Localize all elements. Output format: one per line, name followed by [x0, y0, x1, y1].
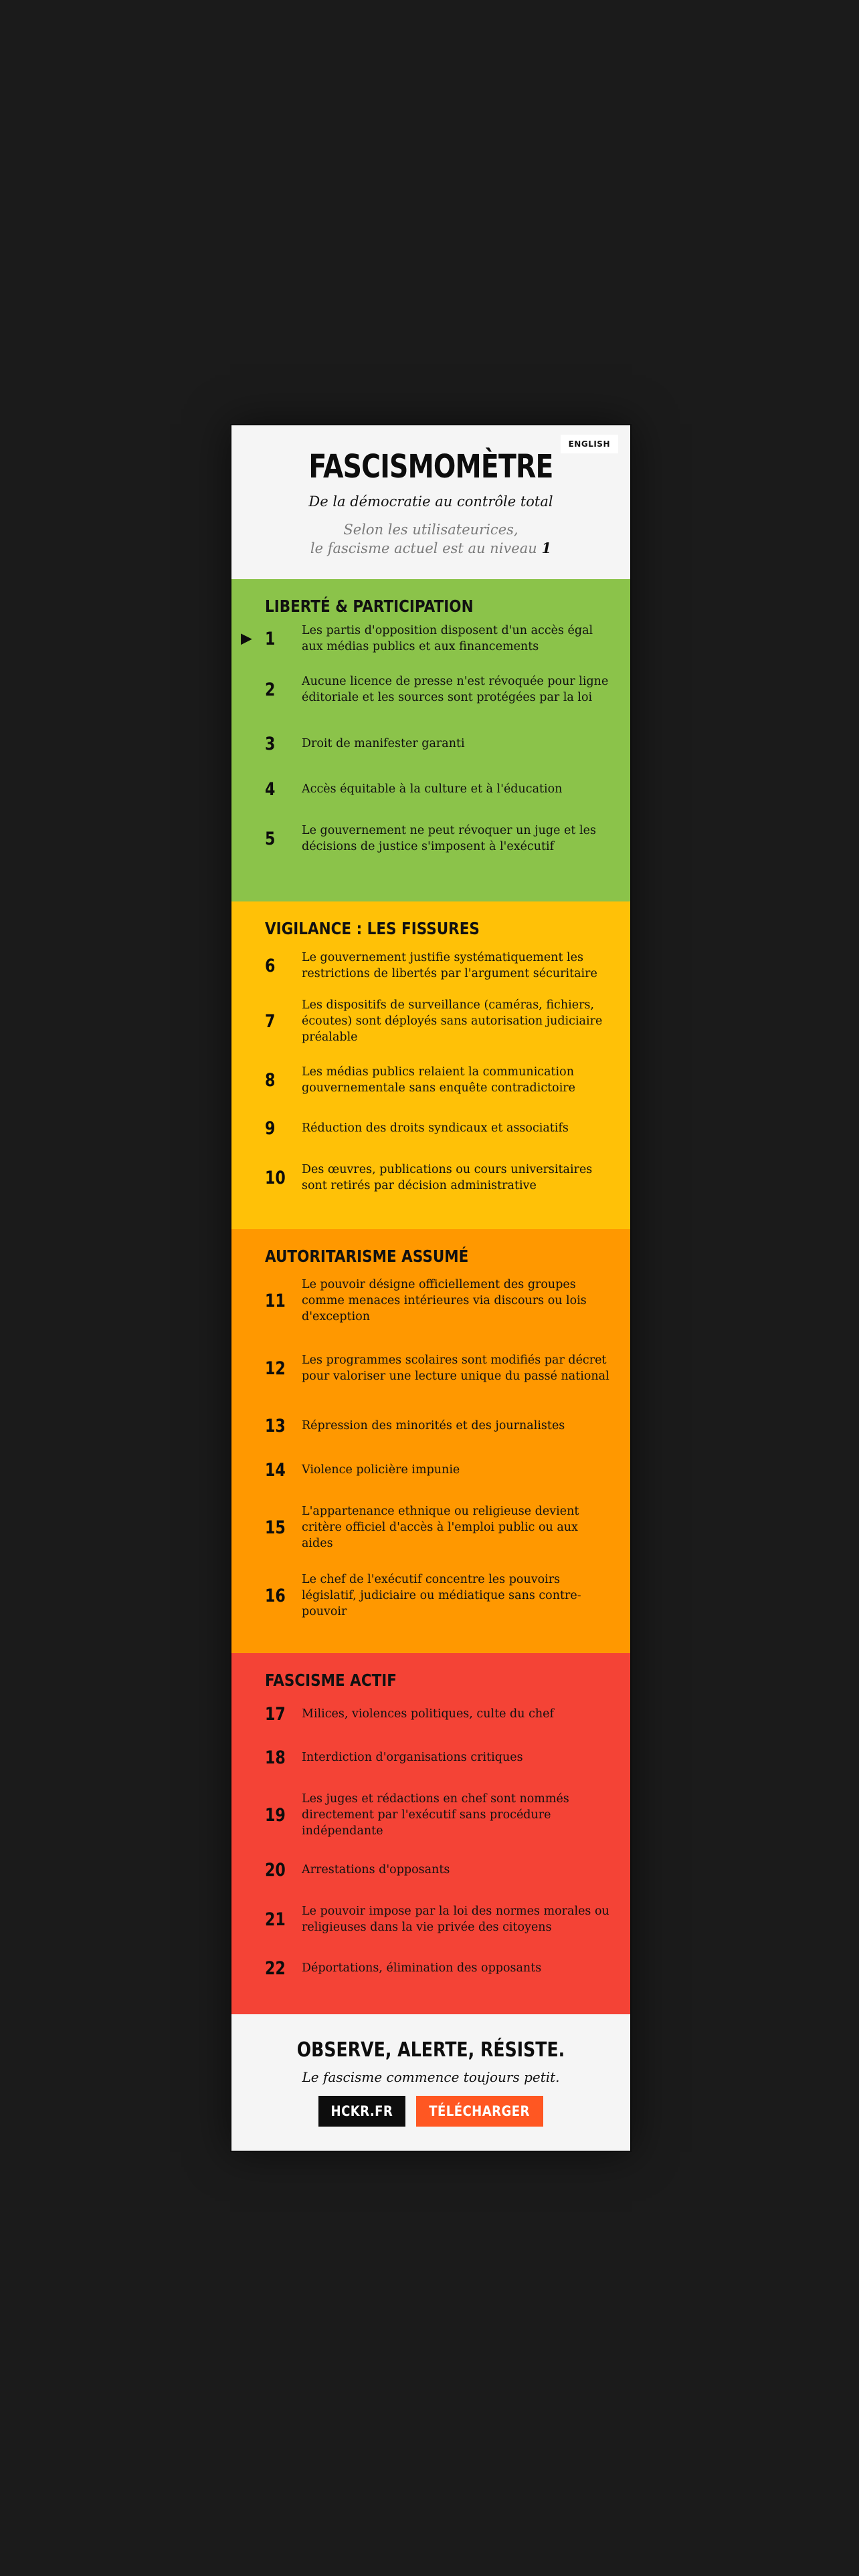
page-subtitle: De la démocratie au contrôle total	[308, 494, 553, 510]
level-number: 12	[265, 1358, 286, 1379]
level-text: Interdiction d'organisations critiques	[302, 1751, 523, 1764]
section-title: AUTORITARISME ASSUMÉ	[265, 1247, 469, 1266]
level-note-line-2	[231, 539, 630, 558]
level-text: Le gouvernement ne peut révoquer un juge et les décisions de justice s'imposent à l'exécutif	[302, 824, 596, 853]
level-item-3[interactable]	[265, 721, 610, 766]
level-number: 1	[265, 628, 276, 649]
level-number: 11	[265, 1290, 286, 1311]
footer-title: OBSERVE, ALERTE, RÉSISTE.	[296, 2038, 565, 2062]
level-text: Arrestations d'opposants	[302, 1863, 450, 1876]
level-number: 20	[265, 1859, 286, 1881]
level-item-12[interactable]	[265, 1332, 610, 1404]
footer	[231, 2014, 630, 2149]
level-text: Milices, violences politiques, culte du chef	[302, 1707, 554, 1721]
level-number: 19	[265, 1804, 286, 1826]
level-text: Le chef de l'exécutif concentre les pouvoirs législatif, judiciaire ou médiatique sans contre-pouvoir	[302, 1573, 581, 1618]
header	[231, 425, 630, 579]
level-item-5[interactable]	[265, 812, 610, 865]
level-item-16[interactable]	[265, 1562, 610, 1629]
level-text: Les partis d'opposition disposent d'un accès égal aux médias publics et aux financements	[302, 624, 593, 653]
section-title: LIBERTÉ & PARTICIPATION	[265, 597, 474, 616]
level-item-11[interactable]	[265, 1269, 610, 1332]
section-title: VIGILANCE : LES FISSURES	[265, 919, 480, 938]
level-number: 21	[265, 1909, 286, 1930]
level-item-2[interactable]	[265, 658, 610, 721]
level-text: Les médias publics relaient la communication gouvernementale sans enquête contradictoire	[302, 1065, 576, 1095]
level-number: 4	[265, 778, 276, 800]
level-text: Des œuvres, publications ou cours universitaires sont retirés par décision administrative	[302, 1163, 593, 1192]
language-toggle-button[interactable]: ENGLISH	[561, 435, 618, 453]
level-item-4[interactable]	[265, 766, 610, 812]
level-item-15[interactable]	[265, 1493, 610, 1562]
level-text: Aucune licence de presse n'est révoquée pour ligne éditoriale et les sources sont protégées par la loi	[302, 675, 609, 704]
level-item-9[interactable]	[265, 1107, 610, 1149]
level-number: 3	[265, 733, 276, 754]
level-item-10[interactable]	[265, 1149, 610, 1206]
level-number: 16	[265, 1585, 286, 1606]
section-title: FASCISME ACTIF	[265, 1671, 397, 1690]
level-number: 14	[265, 1459, 286, 1481]
section-vigilance	[231, 901, 630, 1229]
level-number: 6	[265, 955, 276, 976]
level-item-19[interactable]	[265, 1780, 610, 1850]
level-number: 8	[265, 1069, 276, 1091]
level-number: 7	[265, 1010, 276, 1032]
level-number: 18	[265, 1747, 286, 1768]
current-level-value: 1	[541, 540, 552, 556]
level-text: Le gouvernement justifie systématiquement les restrictions de libertés par l'argument sécuritaire	[302, 951, 597, 980]
level-text: Accès équitable à la culture et à l'éducation	[302, 782, 563, 796]
level-item-6[interactable]	[265, 942, 610, 990]
section-liberte-participation	[231, 579, 630, 901]
level-note-text: le fascisme actuel est au niveau	[310, 540, 537, 556]
level-text: L'appartenance ethnique ou religieuse devient critère officiel d'accès à l'emploi public ou aux aides	[302, 1505, 579, 1550]
level-item-13[interactable]	[265, 1404, 610, 1447]
level-text: Les juges et rédactions en chef sont nommés directement par l'exécutif sans procédure indépendante	[302, 1792, 569, 1838]
level-text: Droit de manifester garanti	[302, 737, 465, 750]
site-link-label: HCKR.FR	[330, 2103, 393, 2119]
level-number: 9	[265, 1117, 276, 1139]
level-number: 15	[265, 1517, 286, 1538]
level-note-line-1: Selon les utilisateurices,	[343, 522, 518, 538]
section-autoritarisme	[231, 1229, 630, 1653]
level-item-20[interactable]	[265, 1850, 610, 1890]
download-button[interactable]	[416, 2096, 543, 2127]
level-text: Déportations, élimination des opposants	[302, 1961, 542, 1975]
level-number: 22	[265, 1957, 286, 1979]
level-item-18[interactable]	[265, 1735, 610, 1780]
level-item-7[interactable]	[265, 990, 610, 1053]
level-text: Les dispositifs de surveillance (caméras, fichiers, écoutes) sont déployés sans autorisation judiciaire préalable	[302, 998, 603, 1044]
footer-subtitle: Le fascisme commence toujours petit.	[302, 2069, 560, 2085]
level-text: Violence policière impunie	[302, 1463, 460, 1477]
level-item-22[interactable]	[265, 1949, 610, 1988]
current-level-note	[231, 520, 630, 558]
page-title: FASCISMOMÈTRE	[308, 448, 553, 486]
section-fascisme-actif	[231, 1653, 630, 2014]
level-text: Réduction des droits syndicaux et associatifs	[302, 1121, 569, 1135]
level-number: 17	[265, 1703, 286, 1725]
level-item-17[interactable]	[265, 1693, 610, 1735]
fascismometer-card	[230, 424, 632, 2152]
footer-buttons	[231, 2096, 630, 2127]
level-text: Les programmes scolaires sont modifiés par décret pour valoriser une lecture unique du passé national	[302, 1354, 609, 1383]
level-number: 13	[265, 1415, 286, 1436]
level-text: Le pouvoir désigne officiellement des groupes comme menaces intérieures via discours ou lois d'exception	[302, 1278, 587, 1323]
level-item-8[interactable]	[265, 1053, 610, 1107]
level-item-1[interactable]	[241, 619, 610, 658]
level-text: Répression des minorités et des journalistes	[302, 1419, 565, 1432]
level-number: 10	[265, 1167, 286, 1188]
level-item-14[interactable]	[265, 1447, 610, 1493]
site-link-button[interactable]	[318, 2096, 405, 2127]
play-arrow-icon: ▶	[241, 630, 252, 647]
level-text: Le pouvoir impose par la loi des normes morales ou religieuses dans la vie privée des citoyens	[302, 1905, 609, 1934]
level-number: 5	[265, 828, 276, 849]
download-label: TÉLÉCHARGER	[429, 2103, 531, 2119]
level-number: 2	[265, 679, 276, 700]
level-item-21[interactable]	[265, 1890, 610, 1949]
